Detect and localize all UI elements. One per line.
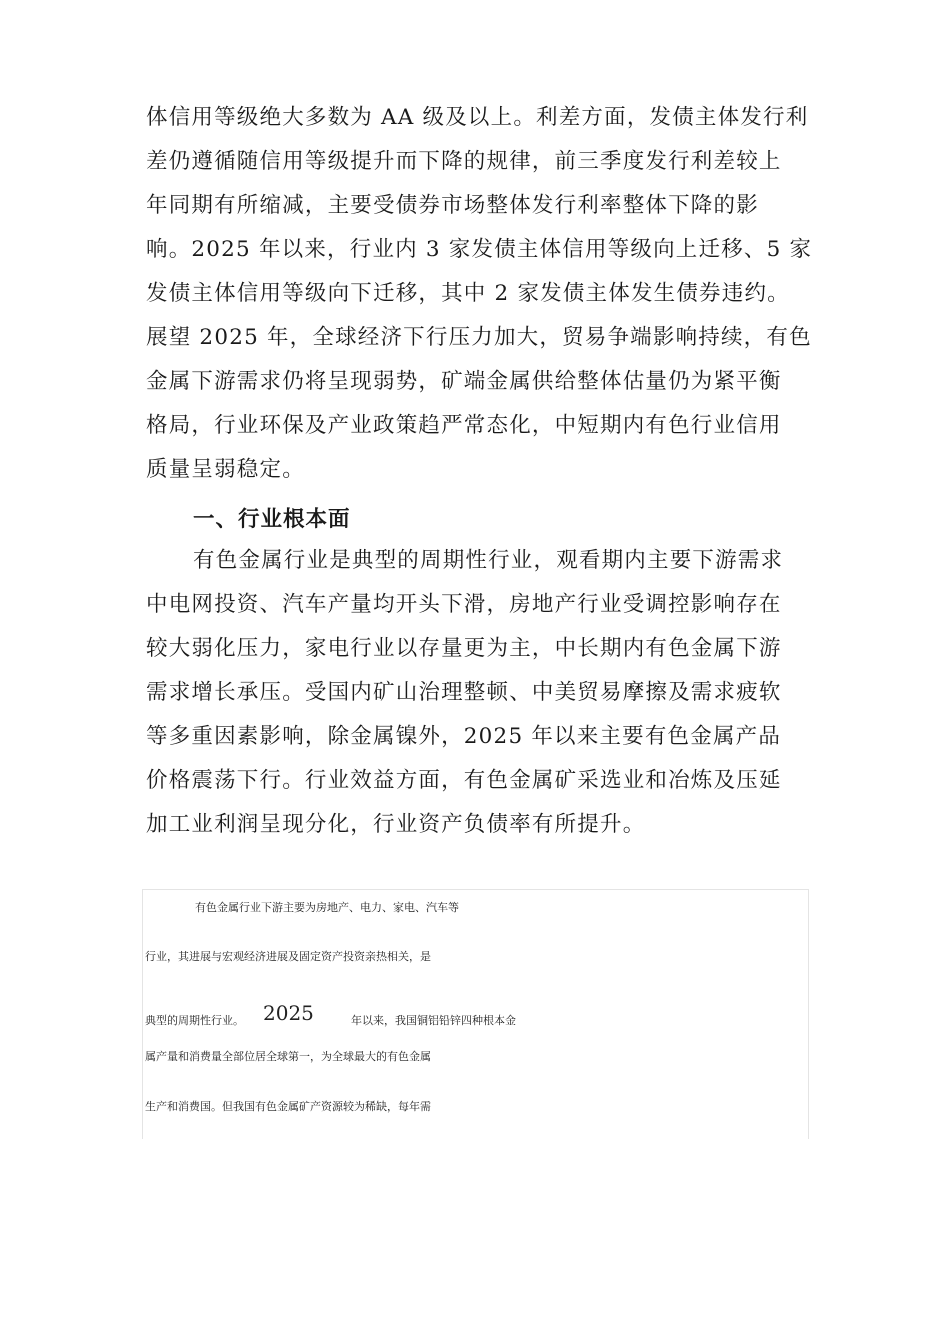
paragraph-line: 加工业利润呈现分化，行业资产负债率有所提升。 xyxy=(146,812,646,837)
paragraph-line: 响。2025 年以来，行业内 3 家发债主体信用等级向上迁移、5 家 xyxy=(146,237,813,262)
embedded-text-figure xyxy=(142,889,809,1139)
section-heading: 一、行业根本面 xyxy=(193,507,351,532)
figure-line: 有色金属行业下游主要为房地产、电力、家电、汽车等 xyxy=(195,901,459,914)
paragraph-line: 年同期有所缩减，主要受债券市场整体发行利率整体下降的影 xyxy=(146,193,759,218)
paragraph-line: 等多重因素影响，除金属镍外，2025 年以来主要有色金属产品 xyxy=(146,724,782,749)
figure-line: 年以来，我国铜铝铅锌四种根本金 xyxy=(351,1014,516,1027)
paragraph-line: 价格震荡下行。行业效益方面，有色金属矿采选业和冶炼及压延 xyxy=(146,768,782,793)
figure-line: 典型的周期性行业。 xyxy=(145,1014,244,1027)
paragraph-line: 发债主体信用等级向下迁移，其中 2 家发债主体发生债券违约。 xyxy=(146,281,790,306)
figure-year: 2025 xyxy=(263,1001,314,1025)
paragraph-line: 较大弱化压力，家电行业以存量更为主，中长期内有色金属下游 xyxy=(146,636,782,661)
paragraph-line: 差仍遵循随信用等级提升而下降的规律，前三季度发行利差较上 xyxy=(146,149,782,174)
paragraph-line: 中电网投资、汽车产量均开头下滑，房地产行业受调控影响存在 xyxy=(146,592,782,617)
paragraph-line: 质量呈弱稳定。 xyxy=(146,457,305,482)
figure-line: 行业，其进展与宏观经济进展及固定资产投资亲热相关，是 xyxy=(145,950,431,963)
paragraph-line: 体信用等级绝大多数为 AA 级及以上。利差方面，发债主体发行利 xyxy=(146,105,809,130)
paragraph-line: 需求增长承压。受国内矿山治理整顿、中美贸易摩擦及需求疲软 xyxy=(146,680,782,705)
paragraph-line: 金属下游需求仍将呈现弱势，矿端金属供给整体估量仍为紧平衡 xyxy=(146,369,782,394)
paragraph-line: 有色金属行业是典型的周期性行业，观看期内主要下游需求 xyxy=(193,548,784,573)
figure-line: 生产和消费国。但我国有色金属矿产资源较为稀缺，每年需 xyxy=(145,1100,431,1113)
figure-line: 属产量和消费量全部位居全球第一，为全球最大的有色金属 xyxy=(145,1050,431,1063)
paragraph-line: 格局，行业环保及产业政策趋严常态化，中短期内有色行业信用 xyxy=(146,413,782,438)
paragraph-line: 展望 2025 年，全球经济下行压力加大，贸易争端影响持续，有色 xyxy=(146,325,812,350)
